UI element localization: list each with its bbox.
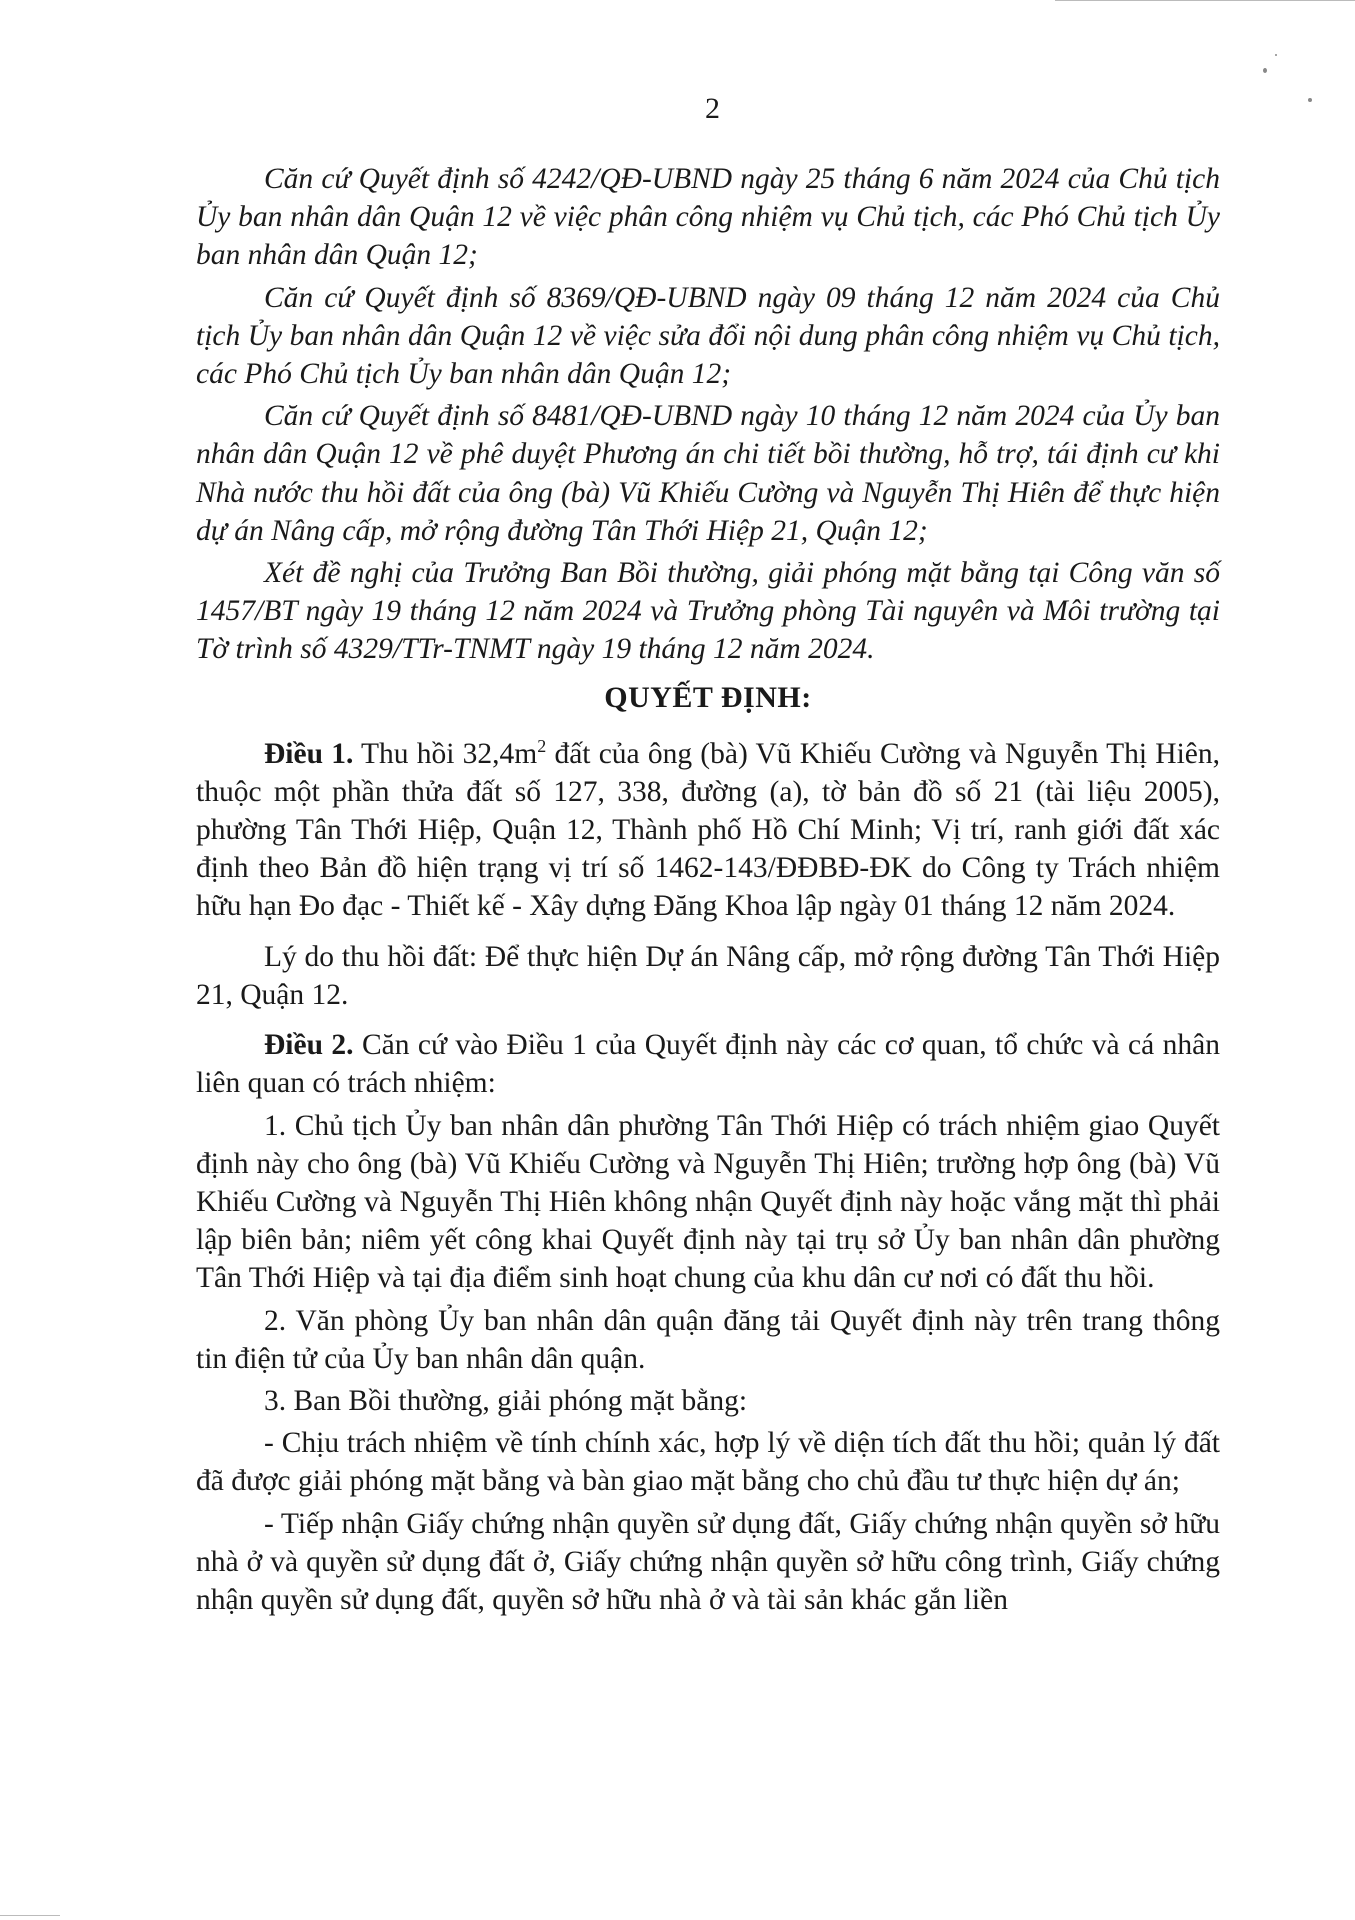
preamble-paragraph-1: Căn cứ Quyết định số 4242/QĐ-UBND ngày 25 tháng 6 năm 2024 của Chủ tịch Ủy ban nhân dân Quận 12 về việc phân công nhiệm vụ Chủ tịch, các Phó Chủ tịch Ủy ban nhân dân Quận 12; (196, 163, 1220, 272)
scan-edge-bottom (0, 1915, 60, 1916)
scan-speck (1275, 54, 1277, 56)
article-1-label: Điều 1. (264, 737, 354, 770)
article-1-text-a: Thu hồi 32,4m (353, 737, 538, 770)
article-2-item-3: 3. Ban Bồi thường, giải phóng mặt bằng: (264, 1384, 748, 1417)
page-number: 2 (705, 92, 720, 125)
article-1-text-b: đất của ông (bà) Vũ Khiếu Cường và Nguyễn Thị Hiên, thuộc một phần thửa đất số 127, 338, đường (a), tờ bản đồ số 21 (tài liệu 2005), phường Tân Thới Hiệp, Quận 12, Thành phố Hồ Chí Minh; Vị trí, ranh giới đất xác định theo Bản đồ hiện trạng vị trí số 1462-143/ĐĐBĐ-ĐK do Công ty Trách nhiệm hữu hạn Đo đạc - Thiết kế - Xây dựng Đăng Khoa lập ngày 01 tháng 12 năm 2024. (196, 737, 1221, 923)
document-body (196, 160, 1220, 1623)
article-2-text: Căn cứ vào Điều 1 của Quyết định này các cơ quan, tổ chức và cá nhân liên quan có trách nhiệm: (196, 1029, 1220, 1100)
preamble-paragraph-3: Căn cứ Quyết định số 8481/QĐ-UBND ngày 10 tháng 12 năm 2024 của Ủy ban nhân dân Quận 12 về phê duyệt Phương án chi tiết bồi thường, hỗ trợ, tái định cư khi Nhà nước thu hồi đất của ông (bà) Vũ Khiếu Cường và Nguyễn Thị Hiên để thực hiện dự án Nâng cấp, mở rộng đường Tân Thới Hiệp 21, Quận 12; (196, 400, 1220, 547)
article-1-reason: Lý do thu hồi đất: Để thực hiện Dự án Nâng cấp, mở rộng đường Tân Thới Hiệp 21, Quận 12. (196, 940, 1220, 1011)
decision-title: QUYẾT ĐỊNH: (604, 680, 812, 714)
scan-edge-top (1055, 0, 1355, 1)
article-2-item-3b: - Tiếp nhận Giấy chứng nhận quyền sử dụng đất, Giấy chứng nhận quyền sở hữu nhà ở và quyền sử dụng đất ở, Giấy chứng nhận quyền sở hữu công trình, Giấy chứng nhận quyền sử dụng đất, quyền sở hữu nhà ở và tài sản khác gắn liền (196, 1507, 1220, 1616)
article-2-paragraph (196, 1026, 1220, 1102)
scan-speck (1263, 68, 1267, 73)
article-2-item-1: 1. Chủ tịch Ủy ban nhân dân phường Tân Thới Hiệp có trách nhiệm giao Quyết định này cho ông (bà) Vũ Khiếu Cường và Nguyễn Thị Hiên; trường hợp ông (bà) Vũ Khiếu Cường và Nguyễn Thị Hiên không nhận Quyết định này hoặc vắng mặt thì phải lập biên bản; niêm yết công khai Quyết định này tại trụ sở Ủy ban nhân dân phường Tân Thới Hiệp và tại địa điểm sinh hoạt chung của khu dân cư nơi có đất thu hồi. (196, 1109, 1220, 1295)
article-2-item-3a: - Chịu trách nhiệm về tính chính xác, hợp lý về diện tích đất thu hồi; quản lý đất đã được giải phóng mặt bằng và bàn giao mặt bằng cho chủ đầu tư thực hiện dự án; (196, 1427, 1220, 1498)
article-2-label: Điều 2. (264, 1029, 354, 1062)
article-1-paragraph (196, 727, 1220, 926)
preamble-paragraph-2: Căn cứ Quyết định số 8369/QĐ-UBND ngày 09 tháng 12 năm 2024 của Chủ tịch Ủy ban nhân dân Quận 12 về việc sửa đổi nội dung phân công nhiệm vụ Chủ tịch, các Phó Chủ tịch Ủy ban nhân dân Quận 12; (196, 281, 1220, 391)
preamble-paragraph-4: Xét đề nghị của Trưởng Ban Bồi thường, giải phóng mặt bằng tại Công văn số 1457/BT ngày 19 tháng 12 năm 2024 và Trưởng phòng Tài nguyên và Môi trường tại Tờ trình số 4329/TTr-TNMT ngày 19 tháng 12 năm 2024. (196, 557, 1220, 666)
article-2-item-2: 2. Văn phòng Ủy ban nhân dân quận đăng tải Quyết định này trên trang thông tin điện tử của Ủy ban nhân dân quận. (196, 1304, 1220, 1375)
area-unit-superscript: 2 (537, 735, 547, 756)
